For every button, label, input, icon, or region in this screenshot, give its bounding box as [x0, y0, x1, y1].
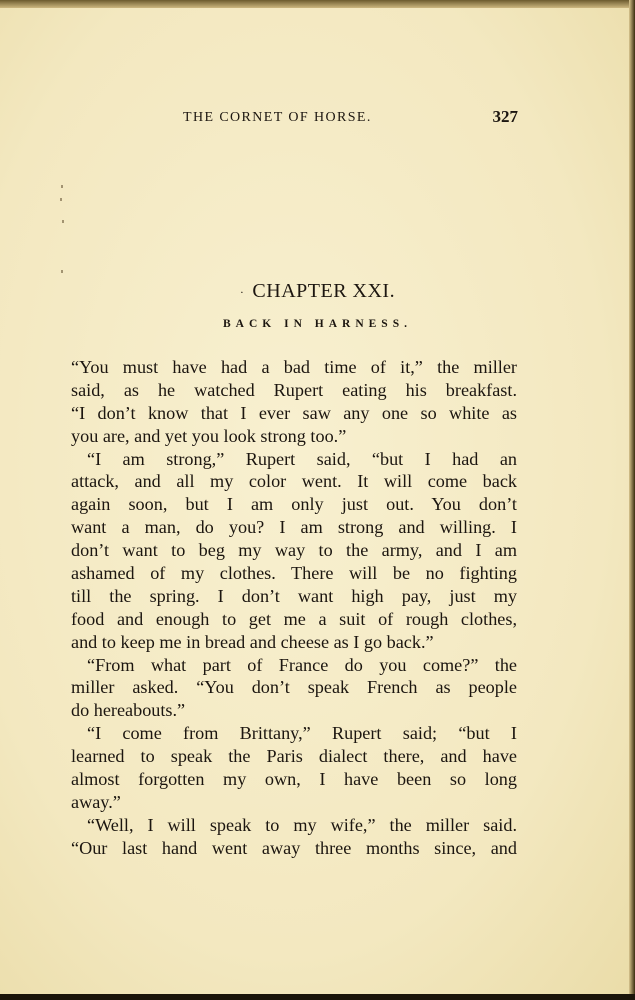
text-line: ashamed of my clothes. There will be no fighting — [71, 563, 517, 584]
text-line: said, as he watched Rupert eating his breakfast. — [71, 379, 517, 400]
bullet-mark: · — [239, 284, 245, 299]
text-line: again soon, but I am only just out. You don’t — [71, 494, 517, 515]
text-line: and to keep me in bread and cheese as I go back.” — [71, 631, 434, 652]
text-line: “Well, I will speak to my wife,” the miller said. — [87, 814, 517, 835]
text-line: “I come from Brittany,” Rupert said; “but I — [87, 723, 517, 744]
chapter-heading — [0, 280, 635, 303]
running-title: THE CORNET OF HORSE. — [183, 110, 372, 125]
text-line: do hereabouts.” — [71, 700, 186, 721]
page-number: 327 — [492, 107, 518, 126]
text-line: miller asked. “You don’t speak French as people — [71, 677, 517, 698]
text-line: “You must have had a bad time of it,” the miller — [71, 357, 517, 377]
text-line: till the spring. I don’t want high pay, just my — [71, 585, 517, 606]
text-line: don’t want to beg my way to the army, and I am — [71, 540, 517, 561]
body-text — [71, 356, 517, 860]
page-bottom-edge — [0, 994, 635, 1000]
text-line: you are, and yet you look strong too.” — [71, 425, 347, 446]
text-line: food and enough to get me a suit of rough clothes, — [71, 608, 517, 629]
page-right-edge — [629, 0, 635, 1000]
running-header — [183, 107, 518, 130]
text-line: “I am strong,” Rupert said, “but I had an — [87, 448, 517, 469]
text-line: “Our last hand went away three months since, and — [71, 837, 517, 858]
text-line: want a man, do you? I am strong and willing. I — [71, 517, 517, 538]
page-top-edge — [0, 0, 635, 8]
text-line: “From what part of France do you come?” the — [87, 654, 517, 675]
text-line: almost forgotten my own, I have been so long — [71, 769, 517, 790]
chapter-title: CHAPTER XXI. — [252, 280, 396, 302]
text-line: “I don’t know that I ever saw any one so white as — [71, 402, 517, 423]
chapter-subtitle: BACK IN HARNESS. — [223, 318, 412, 330]
text-line: attack, and all my color went. It will come back — [71, 471, 517, 492]
text-line: learned to speak the Paris dialect there, and have — [71, 746, 517, 767]
text-line: away.” — [71, 791, 121, 812]
